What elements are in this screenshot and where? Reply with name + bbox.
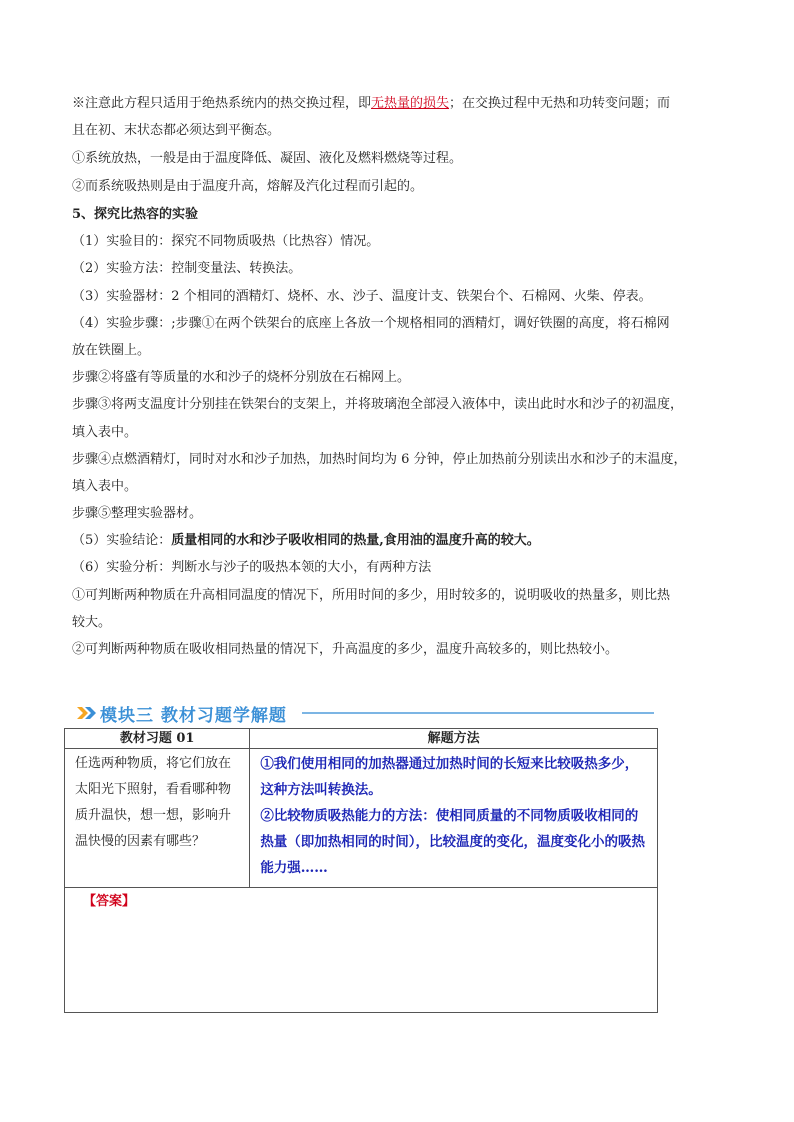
note-text-b: ；在交换过程中无热和功转变问题；而: [449, 96, 671, 111]
note-paragraph-3: ②而系统吸热则是由于温度升高，熔解及汽化过程而引起的。: [72, 179, 424, 194]
step-4-line1: 步骤④点燃酒精灯，同时对水和沙子加热，加热时间均为 6 分钟，停止加热前分别读出水和沙子的末温度，: [72, 452, 687, 467]
solution-method-1: ①我们使用相同的加热器通过加热时间的长短来比较吸热多少，这种方法叫转换法。: [260, 756, 639, 798]
table-answer-row: [65, 888, 658, 1013]
solution-methods: [250, 749, 658, 888]
header-method: 解题方法: [250, 729, 658, 749]
solution-method-2: ②比较物质吸热能力的方法：使相同质量的不同物质吸收相同的热量（即加热相同的时间），比较温度的变化，温度变化小的吸热能力强……: [260, 808, 646, 876]
step-5: 步骤⑤整理实验器材。: [72, 506, 203, 521]
note-text-a: ※注意此方程只适用于绝热系统内的热交换过程，即: [72, 96, 372, 111]
method-2: ②可判断两种物质在吸收相同热量的情况下，升高温度的多少，温度升高较多的，则比热较小。: [72, 642, 619, 657]
step-3-line1: 步骤③将两支温度计分别挂在铁架台的支架上，并将玻璃泡全部浸入液体中，读出此时水和沙子的初温度，: [72, 397, 684, 412]
step-4-line2: 填入表中。: [72, 479, 138, 494]
table-content-row: [65, 749, 658, 888]
answer-label: 【答案】: [83, 894, 136, 909]
note-paragraph-1: [72, 95, 732, 112]
item-steps-line1: （4）实验步骤：;步骤①在两个铁架台的底座上各放一个规格相同的酒精灯，调好铁圈的高度，将石棉网: [72, 316, 670, 331]
method-1-line2: 较大。: [72, 615, 112, 630]
module-divider-line: [302, 712, 654, 714]
step-2: 步骤②将盛有等质量的水和沙子的烧杯分别放在石棉网上。: [72, 370, 411, 385]
item-steps-line2: 放在铁圈上。: [72, 343, 151, 358]
step-3-line2: 填入表中。: [72, 425, 138, 440]
exercise-table: [64, 728, 658, 1013]
method-1-line1: ①可判断两种物质在升高相同温度的情况下，所用时间的多少，用时较多的，说明吸收的热量多，则比热: [72, 588, 671, 603]
module-title: 模块三 教材习题学解题: [100, 706, 287, 726]
section-heading: 5、探究比热容的实验: [72, 207, 199, 222]
item-equipment: （3）实验器材：2 个相同的酒精灯、烧杯、水、沙子、温度计支、铁架台个、石棉网、火柴、停表。: [72, 289, 652, 304]
item-purpose: （1）实验目的：探究不同物质吸热（比热容）情况。: [72, 234, 380, 249]
exercise-question: 任选两种物质，将它们放在太阳光下照射，看看哪种物质升温快，想一想，影响升温快慢的因素有哪些？: [65, 749, 250, 888]
module-header: [76, 700, 586, 726]
highlight-no-heat-loss: 无热量的损失: [371, 96, 450, 111]
conclusion-prefix: （5）实验结论：: [72, 533, 172, 548]
item-analysis: （6）实验分析：判断水与沙子的吸热本领的大小，有两种方法: [72, 560, 432, 575]
answer-cell: [65, 888, 658, 1013]
table-header-row: [65, 729, 658, 749]
note-paragraph-1-cont: 且在初、末状态都必须达到平衡态。: [72, 123, 281, 138]
header-exercise: 教材习题 01: [65, 729, 250, 749]
double-chevron-icon: [76, 703, 98, 723]
item-method: （2）实验方法：控制变量法、转换法。: [72, 261, 302, 276]
item-conclusion: [72, 532, 732, 549]
conclusion-bold: 质量相同的水和沙子吸收相同的热量,食用油的温度升高的较大。: [171, 533, 540, 548]
note-paragraph-2: ①系统放热，一般是由于温度降低、凝固、液化及燃料燃烧等过程。: [72, 151, 463, 166]
